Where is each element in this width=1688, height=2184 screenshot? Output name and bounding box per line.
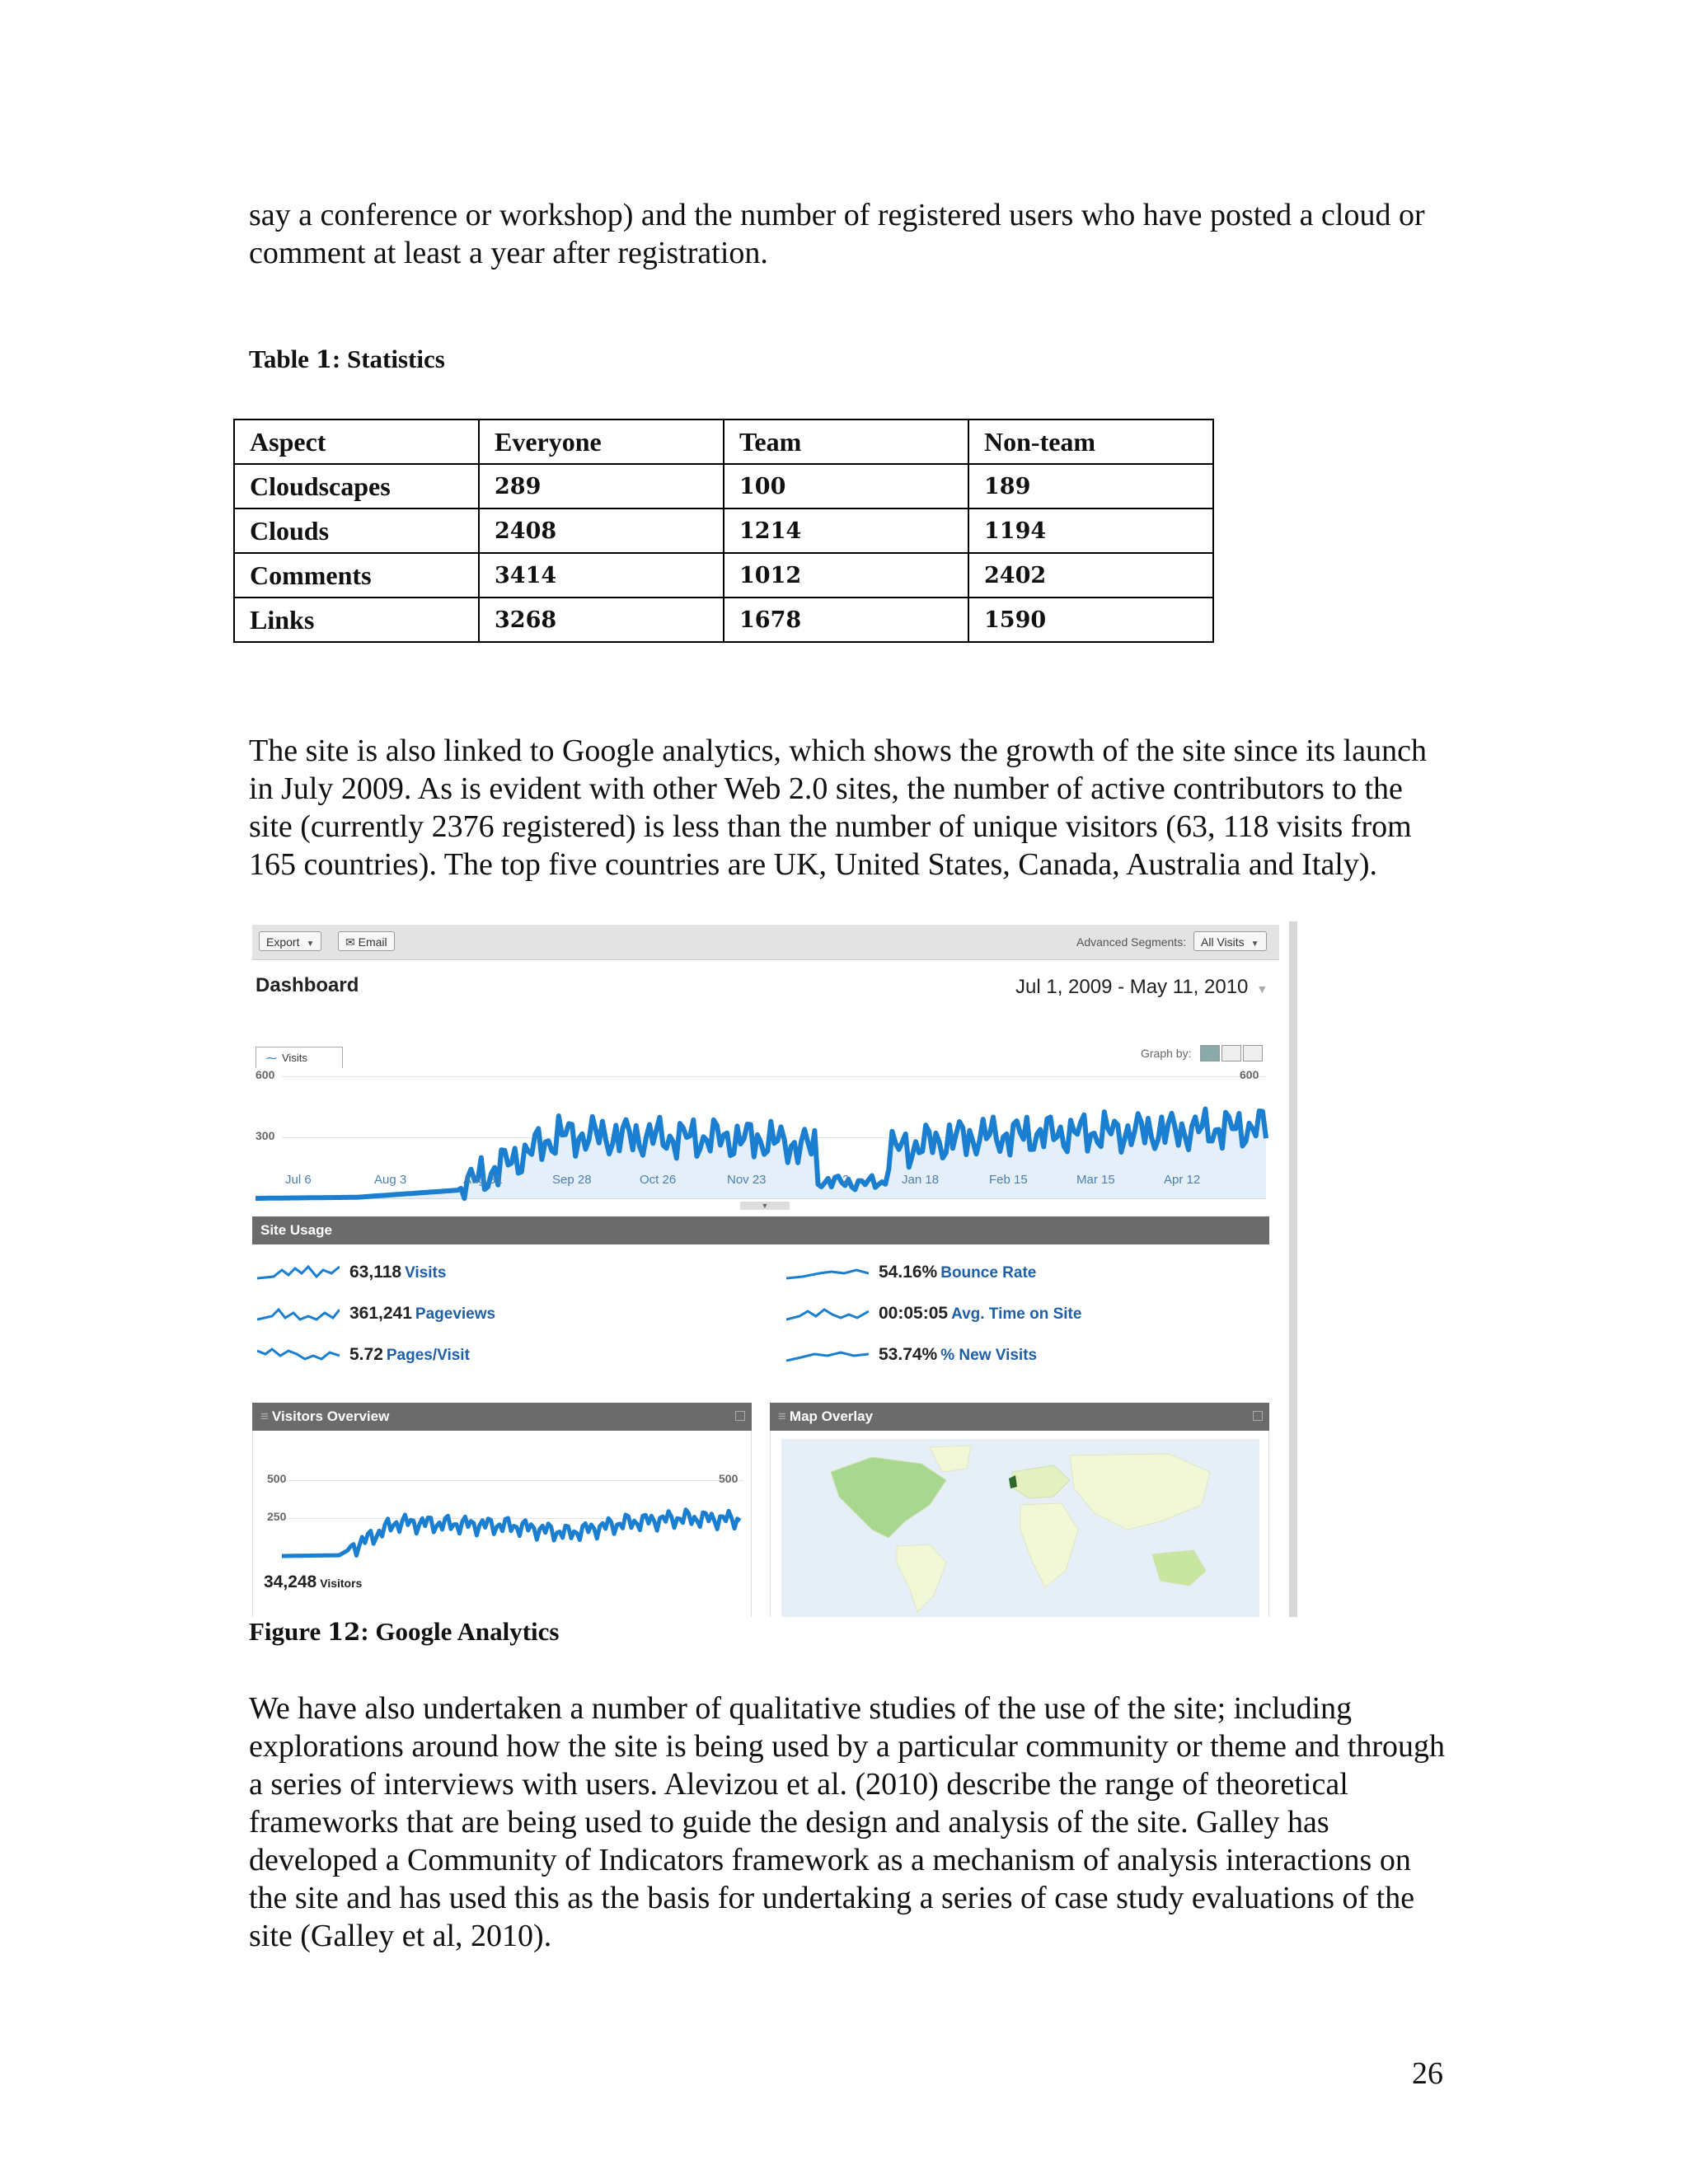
header-aspect: Aspect: [234, 419, 479, 464]
segments-select[interactable]: [1193, 931, 1267, 951]
intro-paragraph: say a conference or workshop) and the number of registered users who have posted a cloud or comment at least a year after registration.: [249, 198, 1425, 270]
map-overlay-title: Map Overlay: [789, 1408, 874, 1424]
cell-team: 1678: [724, 598, 968, 642]
x-tick: Jul 6: [285, 1173, 312, 1187]
metric-pages-visit[interactable]: [257, 1345, 470, 1365]
x-tick: Sep 28: [552, 1173, 592, 1187]
cell-non-team: 1590: [968, 598, 1213, 642]
chevron-down-icon: ▼: [1250, 940, 1259, 949]
sparkline-icon: [786, 1305, 869, 1323]
cell-everyone: 289: [479, 464, 724, 509]
cell-team: 1214: [724, 509, 968, 553]
figure-caption-text: : Google Analytics: [360, 1617, 560, 1646]
close-icon[interactable]: [735, 1411, 745, 1421]
table-row: [234, 509, 1213, 553]
graph-by-label: Graph by:: [1141, 1047, 1192, 1060]
metric-value: 63,118: [349, 1263, 402, 1282]
world-map[interactable]: [781, 1439, 1259, 1617]
analytics-screenshot: [249, 921, 1297, 1617]
visits-metric-selector[interactable]: [256, 1047, 343, 1068]
vo-y-tick-500: 500: [267, 1472, 287, 1485]
sparkline-icon: [257, 1305, 340, 1323]
metric-value: 00:05:05: [879, 1304, 949, 1323]
y-tick-300: 300: [256, 1129, 275, 1142]
visitors-total-unit: Visitors: [320, 1577, 363, 1590]
x-tick: Apr 12: [1164, 1173, 1201, 1187]
x-tick: Feb 15: [989, 1173, 1028, 1187]
table-row: [234, 598, 1213, 642]
export-label: Export: [266, 935, 300, 949]
metric-pageviews[interactable]: [257, 1304, 495, 1324]
header-everyone: Everyone: [479, 419, 724, 464]
figure-caption-number: 12: [327, 1618, 361, 1646]
table-header-row: [234, 419, 1213, 464]
cell-non-team: 189: [968, 464, 1213, 509]
visitors-line: [282, 1510, 740, 1556]
cell-team: 1012: [724, 553, 968, 598]
drag-handle-icon[interactable]: ≡: [778, 1408, 786, 1424]
x-tick: Oct 26: [640, 1173, 677, 1187]
cell-everyone: 3414: [479, 553, 724, 598]
metric-value: 53.74%: [879, 1345, 938, 1364]
line-chart-icon: ⁓: [266, 1052, 277, 1064]
export-button[interactable]: [259, 931, 321, 951]
cell-everyone: 2408: [479, 509, 724, 553]
analytics-toolbar: [252, 925, 1279, 960]
sparkline-icon: [786, 1263, 869, 1282]
figure-caption-prefix: Figure: [249, 1617, 327, 1646]
cell-non-team: 1194: [968, 509, 1213, 553]
x-tick: 2: [842, 1173, 850, 1187]
x-tick: Jan 18: [902, 1173, 940, 1187]
studies-paragraph: We have also undertaken a number of qualitative studies of the use of the site; including explorations around how the site is being used by a particular community or theme and through a series of interviews with users. Alevizou et al. (2010) describe the range of theoretical frameworks that are being used to guide the design and analysis of the site. Galley has developed a Community of Indicators framework as a mechanism of analysis interactions on the site and has used this as the basis for undertaking a series of case study evaluations of the site (Galley et al, 2010).: [249, 1691, 1446, 1953]
chart-resize-handle[interactable]: ▼: [740, 1202, 790, 1210]
table-caption-text: : Statistics: [331, 344, 445, 373]
table-caption-prefix: Table: [249, 344, 316, 373]
visits-line-chart: [249, 1068, 1279, 1208]
metric-label: Pages/Visit: [386, 1347, 470, 1364]
figure-caption: [249, 1617, 559, 1647]
metric-value: 54.16%: [879, 1263, 938, 1282]
sparkline-icon: [786, 1346, 869, 1364]
metric-new-visits[interactable]: [786, 1345, 1037, 1365]
table-row: [234, 464, 1213, 509]
segments-value: All Visits: [1201, 935, 1245, 949]
metric-avg-time[interactable]: [786, 1304, 1081, 1324]
visitors-overview-header: [252, 1403, 752, 1431]
scrollbar[interactable]: [1289, 921, 1297, 1617]
table-caption: [249, 344, 445, 374]
segments-label: Advanced Segments:: [1076, 935, 1187, 949]
mail-icon: ✉: [345, 935, 355, 949]
visitors-total: [264, 1572, 362, 1592]
x-tick: Aug 31: [463, 1173, 503, 1187]
graph-by-month-icon[interactable]: [1243, 1045, 1263, 1062]
chevron-down-icon: ▼: [306, 940, 315, 949]
header-non-team: Non-team: [968, 419, 1213, 464]
x-tick: Mar 15: [1076, 1173, 1115, 1187]
metric-value: 361,241: [349, 1304, 412, 1323]
map-overlay-header: [770, 1403, 1269, 1431]
visitors-line-chart: [282, 1465, 743, 1564]
vo-y-tick-250: 250: [267, 1510, 287, 1523]
drag-handle-icon[interactable]: ≡: [260, 1408, 269, 1424]
header-team: Team: [724, 419, 968, 464]
email-label: Email: [358, 935, 387, 949]
row-label: Comments: [234, 553, 479, 598]
table-row: [234, 553, 1213, 598]
metric-visits[interactable]: [257, 1263, 446, 1282]
row-label: Links: [234, 598, 479, 642]
chevron-down-icon: ▼: [1256, 982, 1268, 996]
site-usage-header: Site Usage: [252, 1216, 1269, 1244]
metric-label: % New Visits: [940, 1347, 1038, 1364]
date-range-label: Jul 1, 2009 - May 11, 2010: [1015, 976, 1249, 998]
row-label: Clouds: [234, 509, 479, 553]
y-tick-right-600: 600: [1240, 1068, 1259, 1081]
visits-tab-label: Visits: [282, 1052, 307, 1064]
metric-label: Visits: [405, 1264, 447, 1282]
metric-bounce-rate[interactable]: [786, 1263, 1036, 1282]
x-tick: Aug 3: [374, 1173, 407, 1187]
y-tick-600: 600: [256, 1068, 275, 1081]
metric-label: Avg. Time on Site: [951, 1305, 1082, 1323]
sparkline-icon: [257, 1263, 340, 1282]
metric-label: Pageviews: [415, 1305, 496, 1323]
email-button[interactable]: [338, 931, 395, 951]
graph-by-day-icon[interactable]: [1200, 1045, 1220, 1062]
table-caption-number: 1: [315, 345, 332, 373]
metric-label: Bounce Rate: [940, 1264, 1037, 1282]
cell-everyone: 3268: [479, 598, 724, 642]
graph-by-week-icon[interactable]: [1221, 1045, 1241, 1062]
cell-team: 100: [724, 464, 968, 509]
x-tick: Nov 23: [727, 1173, 767, 1187]
dashboard-title: Dashboard: [256, 974, 359, 996]
visitors-overview-title: Visitors Overview: [271, 1408, 390, 1424]
sparkline-icon: [257, 1346, 340, 1364]
metric-value: 5.72: [349, 1345, 383, 1364]
visitors-total-value: 34,248: [264, 1572, 317, 1591]
cell-non-team: 2402: [968, 553, 1213, 598]
close-icon[interactable]: [1253, 1411, 1263, 1421]
analytics-paragraph: The site is also linked to Google analytics, which shows the growth of the site since its launch in July 2009. As is evident with other Web 2.0 sites, the number of active contributors to the site (currently 2376 registered) is less than the number of unique visitors (63, 118 visits from 165 countries). The top five countries are UK, United States, Canada, Australia and Italy).: [249, 733, 1427, 882]
date-range-picker[interactable]: [1015, 976, 1268, 999]
vo-y-tick-right-500: 500: [719, 1472, 738, 1485]
row-label: Cloudscapes: [234, 464, 479, 509]
statistics-table: [233, 419, 1214, 643]
page-number: 26: [1412, 2056, 1443, 2091]
